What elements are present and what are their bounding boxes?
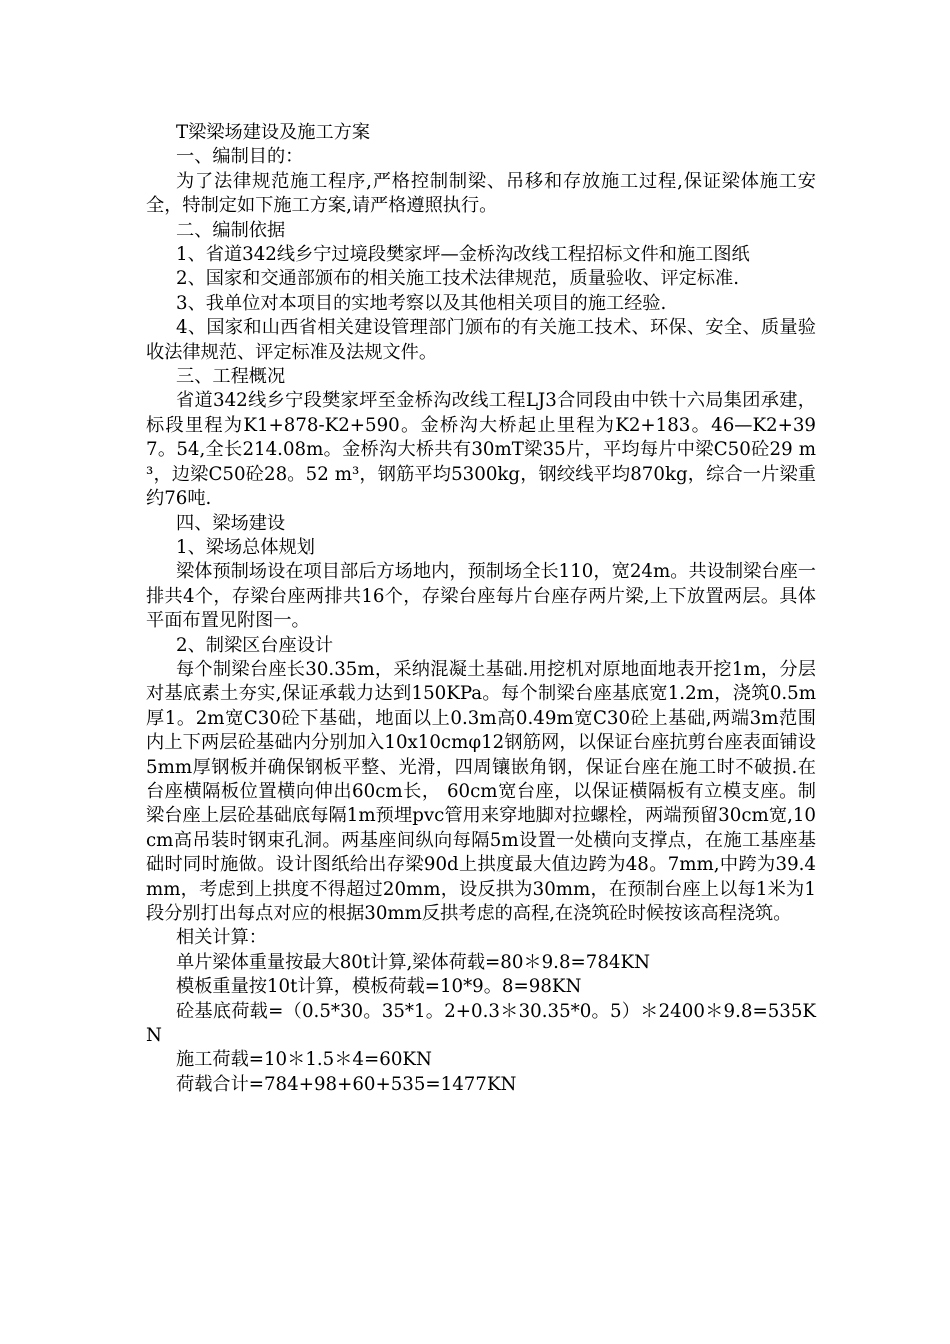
paragraph-overview: 省道342线乡宁段樊家坪至金桥沟改线工程LJ3合同段由中铁十六局集团承建，标段里程为K1+878-K2+590。金桥沟大桥起止里程为K2+183。46—K2+397。54,全长214.08m。金桥沟大桥共有30mT梁35片，平均每片中梁C50砼29 m³，边梁C50砼28。52 m³，钢筋平均5300kg，钢绞线平均870kg，综合一片梁重约76吨. — [146, 390, 816, 510]
basis-item-3: 3、我单位对本项目的实地考察以及其他相关项目的施工经验. — [176, 292, 667, 314]
subheading-pedestal-design: 2、制梁区台座设计 — [176, 634, 334, 656]
section-heading-overview: 三、工程概况 — [176, 366, 286, 388]
paragraph-overall-plan: 梁体预制场设在项目部后方场地内，预制场全长110，宽24m。共设制梁台座一排共4个，存梁台座两排共16个，存梁台座每片台座存两片梁,上下放置两层。具体平面布置见附图一。 — [146, 561, 816, 632]
paragraph-pedestal-design: 每个制梁台座长30.35m，采纳混凝土基础.用挖机对原地面地表开挖1m，分层对基底素土夯实,保证承载力达到150KPa。每个制梁台座基底宽1.2m，浇筑0.5m厚1。2m宽C30砼下基础，地面以上0.3m高0.49m宽C30砼上基础,两端3m范围内上下两层砼基础内分别加入10x10cmφ12钢筋网，以保证台座抗剪台座表面铺设5mm厚钢板并确保钢板平整、光滑，四周镶嵌角钢，保证台座在施工时不破损.在台座横隔板位置横向伸出60cm长， 60cm宽台座，以保证横隔板有立模支座。制梁台座上层砼基础底每隔1m预埋pvc管用来穿地脚对拉螺栓，两端预留30cm宽,10cm高吊装时钢束孔洞。两基座间纵向每隔5m设置一处横向支撑点，在施工基座基础时同时施做。设计图纸给出存梁90d上拱度最大值边跨为48。7mm,中跨为39.4mm，考虑到上拱度不得超过20mm，设反拱为30mm，在预制台座上以每1米为1段分别打出每点对应的根据30mm反拱考虑的高程,在浇筑砼时候按该高程浇筑。 — [146, 658, 816, 924]
document-body — [146, 121, 816, 1097]
document-title: T梁梁场建设及施工方案 — [176, 122, 371, 143]
basis-item-2: 2、国家和交通部颁布的相关施工技术法律规范，质量验收、评定标准. — [176, 268, 739, 290]
section-heading-construction: 四、梁场建设 — [176, 512, 286, 534]
calc-total-load: 荷载合计=784+98+60+535=1477KN — [176, 1073, 517, 1095]
paragraph-purpose: 为了法律规范施工程序,严格控制制梁、吊移和存放施工过程,保证梁体施工安全，特制定如下施工方案,请严格遵照执行。 — [146, 170, 816, 217]
calc-foundation-load: 砼基底荷载=（0.5*30。35*1。2+0.3＊30.35*0。5）＊2400＊9.8=535KN — [146, 1000, 816, 1047]
basis-item-1: 1、省道342线乡宁过境段樊家坪—金桥沟改线工程招标文件和施工图纸 — [176, 244, 750, 266]
basis-item-4: 4、国家和山西省相关建设管理部门颁布的有关施工技术、环保、安全、质量验收法律规范、评定标准及法规文件。 — [146, 317, 816, 363]
subheading-overall-plan: 1、梁场总体规划 — [176, 536, 315, 558]
calc-formwork-load: 模板重量按10t计算，模板荷载=10*9。8=98KN — [176, 976, 582, 998]
section-heading-basis: 二、编制依据 — [176, 219, 286, 241]
subheading-calculation: 相关计算： — [176, 927, 267, 949]
calc-construction-load: 施工荷载=10＊1.5＊4=60KN — [176, 1049, 432, 1071]
calc-beam-load: 单片梁体重量按最大80t计算,梁体荷载=80＊9.8=784KN — [176, 951, 650, 973]
section-heading-purpose: 一、编制目的： — [176, 146, 304, 168]
